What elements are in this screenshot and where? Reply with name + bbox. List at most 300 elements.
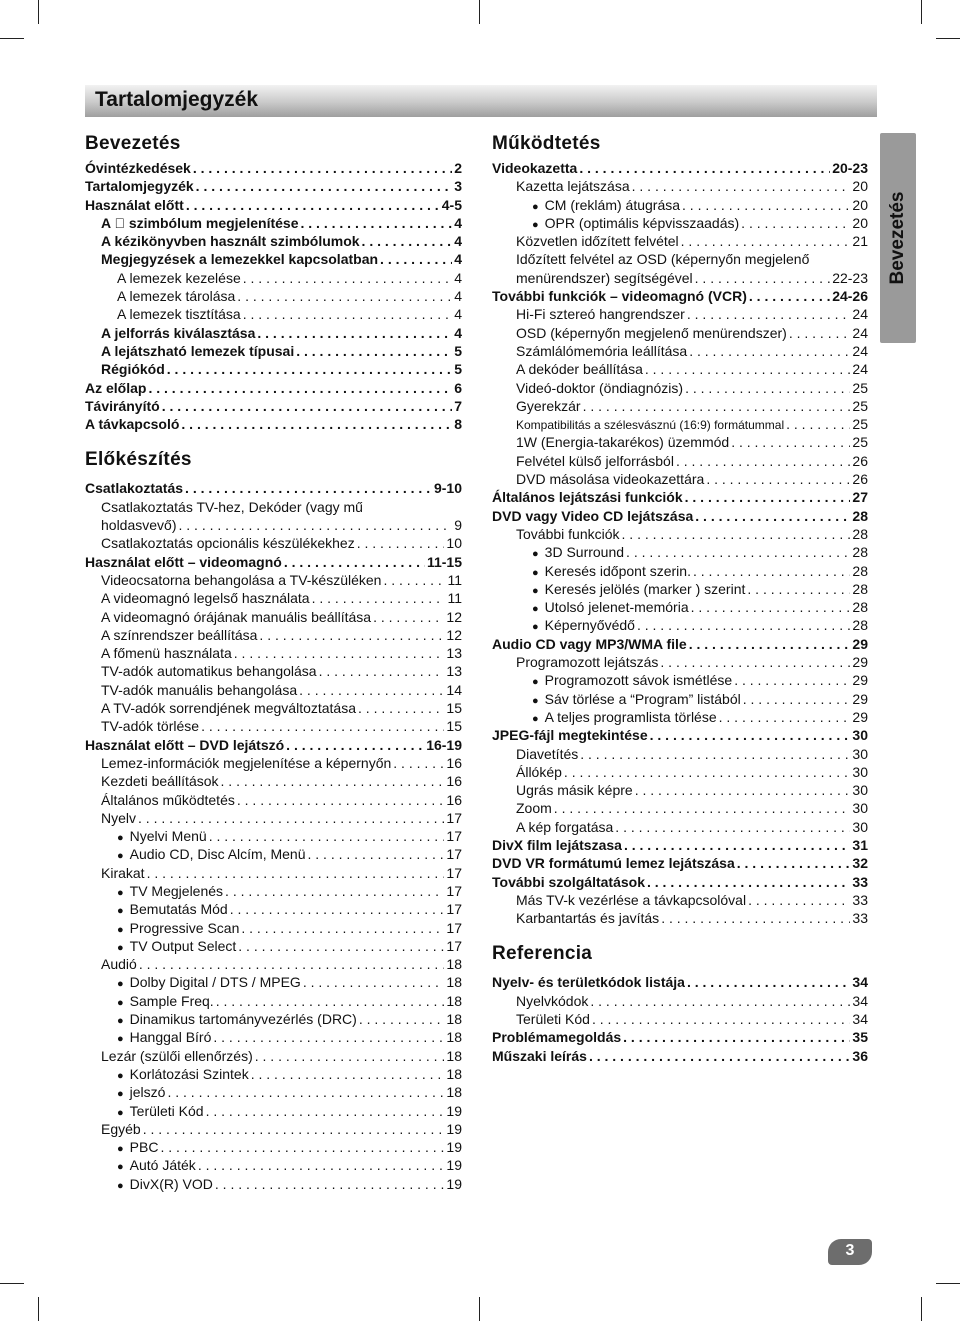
toc-entry-page: 26 — [852, 471, 868, 488]
bullet-icon: ● — [532, 584, 539, 597]
toc-entry-title: Kompatibilitás a szélesvásznú (16:9) formátummal — [516, 418, 785, 433]
toc-entry-title: Videó-doktor (öndiagnózis) — [516, 379, 684, 396]
dot-leader — [685, 379, 850, 397]
toc-entry-page: 25 — [852, 397, 868, 414]
toc-entry-title: OSD (képernyőn megjelenő menürendszer) — [516, 324, 787, 341]
toc-entry-title: Távirányító — [85, 397, 160, 414]
toc-entry[interactable] — [492, 726, 868, 744]
dot-leader — [706, 470, 850, 488]
toc-entry-title: menürendszer) segítségével — [516, 269, 693, 286]
toc-entry[interactable] — [85, 177, 462, 195]
toc-entry[interactable] — [85, 516, 462, 534]
toc-entry[interactable] — [492, 470, 868, 488]
toc-entry-page: 5 — [454, 361, 462, 378]
dot-leader — [362, 232, 453, 250]
section-heading: Bevezetés — [85, 133, 181, 154]
toc-entry-title: TV-adók törlése — [101, 718, 200, 735]
toc-entry-title: Nyelv — [101, 809, 137, 826]
toc-entry[interactable] — [85, 736, 462, 754]
toc-entry-page: 24 — [852, 324, 868, 341]
toc-entry[interactable] — [85, 955, 462, 973]
toc-entry-title: Lemez-információk megjelenítése a képernyőn — [101, 754, 392, 771]
dot-leader — [238, 937, 444, 955]
toc-entry[interactable] — [492, 653, 868, 671]
dot-leader — [737, 854, 851, 872]
toc-entry-title: Használat előtt – videomagnó — [85, 553, 282, 570]
toc-entry-title: Óvintézkedések — [85, 160, 191, 176]
toc-entry[interactable] — [492, 708, 868, 726]
toc-entry[interactable] — [492, 543, 868, 561]
toc-entry[interactable] — [492, 1010, 868, 1028]
toc-entry-page: 5 — [454, 342, 462, 359]
bullet-icon: ● — [117, 1143, 124, 1156]
toc-entry[interactable] — [492, 250, 868, 268]
dot-leader — [749, 287, 830, 305]
toc-entry-title: Korlátozási Szintek — [129, 1065, 249, 1082]
toc-entry-page: 30 — [852, 800, 868, 817]
bullet-icon: ● — [532, 712, 539, 725]
crop-mark — [936, 38, 960, 39]
toc-entry[interactable] — [85, 681, 462, 699]
toc-entry-title: Sample Freq. — [129, 992, 214, 1009]
section-side-tab — [880, 133, 916, 343]
toc-entry-page: 19 — [446, 1139, 462, 1156]
toc-entry[interactable] — [492, 799, 868, 817]
dot-leader — [660, 653, 850, 671]
toc-entry[interactable] — [85, 772, 462, 790]
toc-entry-page: 19 — [446, 1120, 462, 1137]
toc-entry[interactable] — [492, 433, 868, 451]
toc-entry-title: 3D Surround — [544, 544, 625, 561]
toc-entry-title: Bemutatás Mód — [129, 901, 228, 918]
toc-entry[interactable] — [85, 324, 462, 342]
toc-entry[interactable] — [85, 882, 462, 900]
dot-leader — [196, 177, 453, 195]
toc-entry-title: Keresés időpont szerin. — [544, 562, 691, 579]
toc-entry-page: 17 — [446, 882, 462, 899]
toc-entry[interactable] — [85, 305, 462, 323]
bullet-icon: ● — [532, 621, 539, 634]
dot-leader — [147, 864, 445, 882]
toc-entry-page: 14 — [446, 681, 462, 698]
dot-leader — [303, 973, 445, 991]
toc-entry-page: 11 — [447, 590, 462, 607]
toc-entry-title: Használat előtt — [85, 196, 184, 213]
toc-entry[interactable] — [85, 479, 462, 497]
toc-entry-page: 6 — [454, 379, 462, 396]
toc-entry[interactable] — [492, 379, 868, 397]
toc-entry[interactable] — [492, 415, 868, 433]
toc-entry[interactable] — [492, 598, 868, 616]
toc-entry-title: További funkciók — [516, 525, 620, 542]
toc-entry-page: 34 — [852, 992, 868, 1009]
toc-entry[interactable] — [492, 196, 868, 214]
toc-entry-title: Karbantartás és javítás — [516, 910, 660, 927]
toc-entry-title: Lezár (szülői ellenőrzés) — [101, 1047, 253, 1064]
toc-entry-title: TV-adók manuális behangolása — [101, 681, 298, 698]
dot-leader — [186, 196, 440, 214]
toc-entry-page: 4 — [454, 251, 462, 268]
crop-mark — [0, 1283, 24, 1284]
dot-leader — [564, 763, 851, 781]
toc-entry[interactable] — [492, 671, 868, 689]
toc-entry-title: Nyelvi Menü — [129, 828, 207, 845]
toc-entry-title: Felvétel külső jelforrásból — [516, 452, 674, 469]
dot-leader — [626, 543, 850, 561]
toc-entry-title: További szolgáltatások — [492, 873, 645, 890]
toc-entry-page: 25 — [852, 416, 868, 433]
toc-entry-title: A TV-adók sorrendjének megváltoztatása — [101, 700, 357, 717]
bullet-icon: ● — [117, 1015, 124, 1028]
dot-leader — [748, 891, 850, 909]
toc-entry[interactable] — [85, 900, 462, 918]
dot-leader — [393, 754, 444, 772]
toc-entry-page: 29 — [852, 635, 868, 652]
toc-entry[interactable] — [85, 1120, 462, 1138]
toc-entry-title: A lemezek tárolása — [117, 288, 236, 305]
toc-entry-page: 30 — [852, 745, 868, 762]
dot-leader — [167, 1083, 444, 1101]
toc-entry[interactable] — [492, 891, 868, 909]
toc-entry-title: CM (reklám) átugrása — [544, 196, 681, 213]
toc-entry[interactable] — [85, 1065, 462, 1083]
toc-entry-title: JPEG-fájl megtekintése — [492, 727, 648, 744]
toc-entry-title: holdasvevő) — [101, 517, 177, 534]
toc-entry-page: 25 — [852, 434, 868, 451]
toc-entry-page: 18 — [446, 1047, 462, 1064]
toc-entry-page: 31 — [852, 836, 868, 853]
dot-leader — [358, 699, 444, 717]
toc-entry-page: 18 — [446, 992, 462, 1009]
toc-entry[interactable] — [492, 763, 868, 781]
dot-leader — [685, 488, 851, 506]
toc-entry-title: Közvetlen időzített felvétel — [516, 233, 679, 250]
toc-entry[interactable] — [85, 1010, 462, 1028]
toc-entry[interactable] — [85, 342, 462, 360]
toc-entry-title: Műszaki leírás — [492, 1047, 587, 1064]
toc-entry[interactable] — [85, 791, 462, 809]
toc-entry-page: 9 — [454, 517, 462, 534]
toc-entry-title: Számlálómemória leállítása — [516, 342, 688, 359]
toc-entry-page: 20-23 — [832, 160, 868, 176]
toc-entry-title: Gyerekzár — [516, 397, 581, 414]
dot-leader — [741, 214, 850, 232]
toc-entry[interactable] — [85, 269, 462, 287]
toc-entry-title: Csatlakoztatás — [85, 480, 184, 497]
toc-entry[interactable] — [85, 250, 462, 268]
toc-entry[interactable] — [492, 324, 868, 342]
crop-mark — [936, 1283, 960, 1284]
toc-entry[interactable] — [492, 177, 868, 195]
toc-entry-page: 11-15 — [426, 553, 462, 570]
toc-entry[interactable] — [492, 836, 868, 854]
toc-entry[interactable] — [85, 553, 462, 571]
dot-leader — [676, 452, 850, 470]
toc-entry[interactable] — [85, 571, 462, 589]
dot-leader — [624, 836, 850, 854]
section-heading: Működtetés — [492, 133, 601, 154]
dot-leader — [743, 690, 851, 708]
toc-entry-title: A kép forgatása — [516, 818, 614, 835]
toc-entry-page: 33 — [852, 910, 868, 927]
toc-entry-title: A lejátszható lemezek típusai — [101, 342, 295, 359]
toc-entry-page: 27 — [852, 489, 868, 506]
toc-entry-title: TV Megjelenés — [129, 882, 224, 899]
toc-entry[interactable] — [85, 397, 462, 415]
dot-leader — [237, 791, 445, 809]
toc-entry-title: DVD VR formátumú lemez lejátszása — [492, 855, 735, 872]
bullet-icon: ● — [117, 1088, 124, 1101]
toc-entry-title: Egyéb — [101, 1120, 141, 1137]
toc-entry[interactable] — [85, 1028, 462, 1046]
toc-entry-title: Keresés jelölés (marker ) szerint — [544, 580, 746, 597]
toc-entry-title: Diavetítés — [516, 745, 579, 762]
toc-entry-page: 4-5 — [441, 196, 462, 213]
dot-leader — [747, 580, 850, 598]
toc-entry-title: A jelforrás kiválasztása — [101, 324, 256, 341]
toc-entry-page: 3 — [454, 178, 462, 195]
toc-entry[interactable] — [85, 415, 462, 433]
dot-leader — [622, 525, 851, 543]
toc-entry[interactable] — [492, 232, 868, 250]
toc-entry[interactable] — [492, 635, 868, 653]
toc-entry[interactable] — [492, 287, 868, 305]
dot-leader — [693, 562, 850, 580]
toc-entry-title: Nyelv- és területkódok listája — [492, 974, 685, 991]
toc-entry[interactable] — [492, 973, 868, 991]
toc-entry[interactable] — [85, 232, 462, 250]
dot-leader — [554, 799, 851, 817]
dot-leader — [691, 598, 851, 616]
toc-entry-title: Területi Kód — [516, 1011, 590, 1028]
dot-leader — [209, 827, 445, 845]
toc-entry-title: Állókép — [516, 763, 562, 780]
bullet-icon: ● — [117, 1069, 124, 1082]
dot-leader — [259, 626, 444, 644]
toc-entry[interactable] — [492, 269, 868, 287]
dot-leader — [225, 882, 444, 900]
toc-entry-page: 28 — [852, 580, 868, 597]
toc-entry[interactable] — [85, 699, 462, 717]
toc-entry[interactable] — [492, 507, 868, 525]
toc-entry-page: 32 — [852, 855, 868, 872]
dot-leader — [185, 479, 432, 497]
toc-entry-page: 18 — [446, 1029, 462, 1046]
toc-entry[interactable] — [85, 159, 462, 177]
toc-entry-title: DivX film lejátszasa — [492, 836, 622, 853]
toc-entry[interactable] — [85, 498, 462, 516]
toc-entry[interactable] — [492, 781, 868, 799]
toc-entry-title: A ⃠ szimbólum megjelenítése — [101, 214, 299, 231]
toc-entry-page: 21 — [852, 233, 868, 250]
dot-leader — [308, 845, 445, 863]
toc-entry[interactable] — [85, 626, 462, 644]
dot-leader — [373, 608, 444, 626]
toc-entry-title: Kezdeti beállítások — [101, 773, 219, 790]
dot-leader — [139, 955, 445, 973]
toc-left-column — [85, 127, 462, 1193]
dot-leader — [300, 214, 452, 232]
toc-entry[interactable] — [492, 854, 868, 872]
bullet-icon: ● — [532, 694, 539, 707]
toc-entry[interactable] — [85, 809, 462, 827]
toc-entry-page: 19 — [446, 1157, 462, 1174]
toc-entry-page: 18 — [446, 956, 462, 973]
dot-leader — [637, 616, 850, 634]
toc-entry-page: 15 — [446, 700, 462, 717]
toc-entry[interactable] — [85, 1156, 462, 1174]
toc-entry-page: 34 — [852, 974, 868, 991]
toc-entry[interactable] — [85, 196, 462, 214]
toc-entry-page: 16-19 — [426, 736, 462, 753]
toc-entry-page: 19 — [446, 1102, 462, 1119]
dot-leader — [148, 379, 452, 397]
dot-leader — [299, 681, 444, 699]
toc-entry[interactable] — [85, 214, 462, 232]
toc-entry-page: 4 — [454, 288, 462, 305]
toc-entry[interactable] — [85, 1102, 462, 1120]
dot-leader — [138, 809, 444, 827]
toc-entry-title: Programozott sávok ismétlése — [544, 672, 733, 689]
toc-entry[interactable] — [492, 562, 868, 580]
toc-entry[interactable] — [85, 662, 462, 680]
dot-leader — [579, 159, 830, 177]
dot-leader — [583, 397, 851, 415]
toc-entry[interactable] — [85, 864, 462, 882]
toc-entry[interactable] — [85, 1047, 462, 1065]
toc-entry-title: Csatlakoztatás opcionális készülékekhez — [101, 535, 355, 552]
toc-entry-page: 16 — [446, 773, 462, 790]
toc-entry-title: Tartalomjegyzék — [85, 178, 194, 195]
dot-leader — [635, 781, 851, 799]
bullet-icon: ● — [117, 832, 124, 845]
dot-leader — [380, 250, 452, 268]
toc-entry[interactable] — [492, 397, 868, 415]
toc-entry-title: Csatlakoztatás TV-hez, Dekóder (vagy mű — [101, 498, 363, 515]
toc-entry-page: 33 — [852, 891, 868, 908]
toc-entry-title: Kazetta lejátszása — [516, 178, 630, 195]
toc-entry-page: 9-10 — [433, 480, 462, 497]
dot-leader — [319, 662, 445, 680]
dot-leader — [215, 1175, 445, 1193]
bullet-icon: ● — [117, 996, 124, 1009]
bullet-icon: ● — [117, 923, 124, 936]
dot-leader — [284, 553, 425, 571]
toc-entry-page: 17 — [446, 809, 462, 826]
toc-entry-page: 19 — [446, 1175, 462, 1192]
toc-entry[interactable] — [492, 305, 868, 323]
toc-entry[interactable] — [492, 360, 868, 378]
toc-entry-page: 36 — [852, 1047, 868, 1064]
toc-entry-page: 24 — [852, 306, 868, 323]
dot-leader — [230, 900, 445, 918]
toc-entry[interactable] — [85, 827, 462, 845]
toc-entry[interactable] — [85, 754, 462, 772]
toc-entry-title: A főmenü használata — [101, 645, 232, 662]
bullet-icon: ● — [532, 603, 539, 616]
toc-entry-title: Hanggal Bíró — [129, 1029, 212, 1046]
toc-entry[interactable] — [492, 992, 868, 1010]
toc-entry-title: A videomagnó órájának manuális beállítása — [101, 608, 372, 625]
toc-entry[interactable] — [85, 1083, 462, 1101]
toc-entry[interactable] — [85, 1138, 462, 1156]
toc-entry[interactable] — [85, 845, 462, 863]
dot-leader — [206, 1102, 445, 1120]
crop-mark — [479, 1297, 480, 1321]
toc-entry[interactable] — [85, 919, 462, 937]
toc-entry[interactable] — [85, 589, 462, 607]
bullet-icon: ● — [532, 200, 539, 213]
toc-entry-title: A dekóder beállítása — [516, 361, 643, 378]
toc-entry[interactable] — [492, 1047, 868, 1065]
dot-leader — [786, 415, 850, 433]
toc-entry[interactable] — [85, 287, 462, 305]
toc-entry[interactable] — [85, 644, 462, 662]
toc-entry[interactable] — [492, 745, 868, 763]
toc-entry[interactable] — [85, 973, 462, 991]
dot-leader — [296, 342, 452, 360]
toc-entry-title: A videomagnó legelső használata — [101, 590, 310, 607]
toc-entry-page: 28 — [852, 525, 868, 542]
toc-entry[interactable] — [492, 525, 868, 543]
dot-leader — [632, 177, 851, 195]
toc-entry[interactable] — [492, 909, 868, 927]
toc-entry[interactable] — [492, 818, 868, 836]
toc-entry[interactable] — [85, 992, 462, 1010]
toc-entry-title: Általános működtetés — [101, 791, 235, 808]
toc-entry-page: 17 — [446, 864, 462, 881]
dot-leader — [647, 873, 850, 891]
toc-entry[interactable] — [492, 690, 868, 708]
toc-entry-page: 29 — [852, 672, 868, 689]
toc-entry-page: 20 — [852, 178, 868, 195]
dot-leader — [359, 1010, 445, 1028]
dot-leader — [689, 342, 850, 360]
toc-entry-page: 18 — [446, 1084, 462, 1101]
toc-entry-title: Utolsó jelenet-memória — [544, 599, 689, 616]
toc-entry-title: Audió — [101, 956, 137, 973]
toc-entry[interactable] — [492, 616, 868, 634]
toc-entry[interactable] — [85, 360, 462, 378]
toc-entry[interactable] — [492, 214, 868, 232]
toc-entry[interactable] — [85, 608, 462, 626]
crop-mark — [921, 0, 922, 24]
dot-leader — [213, 1028, 444, 1046]
toc-entry-title: A kézikönyvben használt szimbólumok — [101, 233, 360, 250]
toc-entry[interactable] — [85, 937, 462, 955]
toc-entry[interactable] — [85, 534, 462, 552]
toc-entry-page: 28 — [852, 599, 868, 616]
toc-entry-title: Problémamegoldás — [492, 1029, 622, 1046]
toc-entry-page: 18 — [446, 1065, 462, 1082]
toc-entry-page: 35 — [852, 1029, 868, 1046]
toc-entry-page: 17 — [446, 937, 462, 954]
toc-entry[interactable] — [492, 873, 868, 891]
toc-entry[interactable] — [492, 1028, 868, 1046]
toc-entry[interactable] — [492, 488, 868, 506]
toc-entry[interactable] — [492, 342, 868, 360]
dot-leader — [160, 1138, 444, 1156]
toc-entry[interactable] — [85, 1175, 462, 1193]
toc-entry[interactable] — [492, 452, 868, 470]
dot-leader — [221, 772, 445, 790]
toc-entry[interactable] — [492, 580, 868, 598]
toc-entry-title: Zoom — [516, 800, 552, 817]
toc-entry[interactable] — [85, 717, 462, 735]
toc-entry[interactable] — [492, 159, 868, 177]
toc-entry[interactable] — [85, 379, 462, 397]
toc-entry-page: 24 — [852, 342, 868, 359]
